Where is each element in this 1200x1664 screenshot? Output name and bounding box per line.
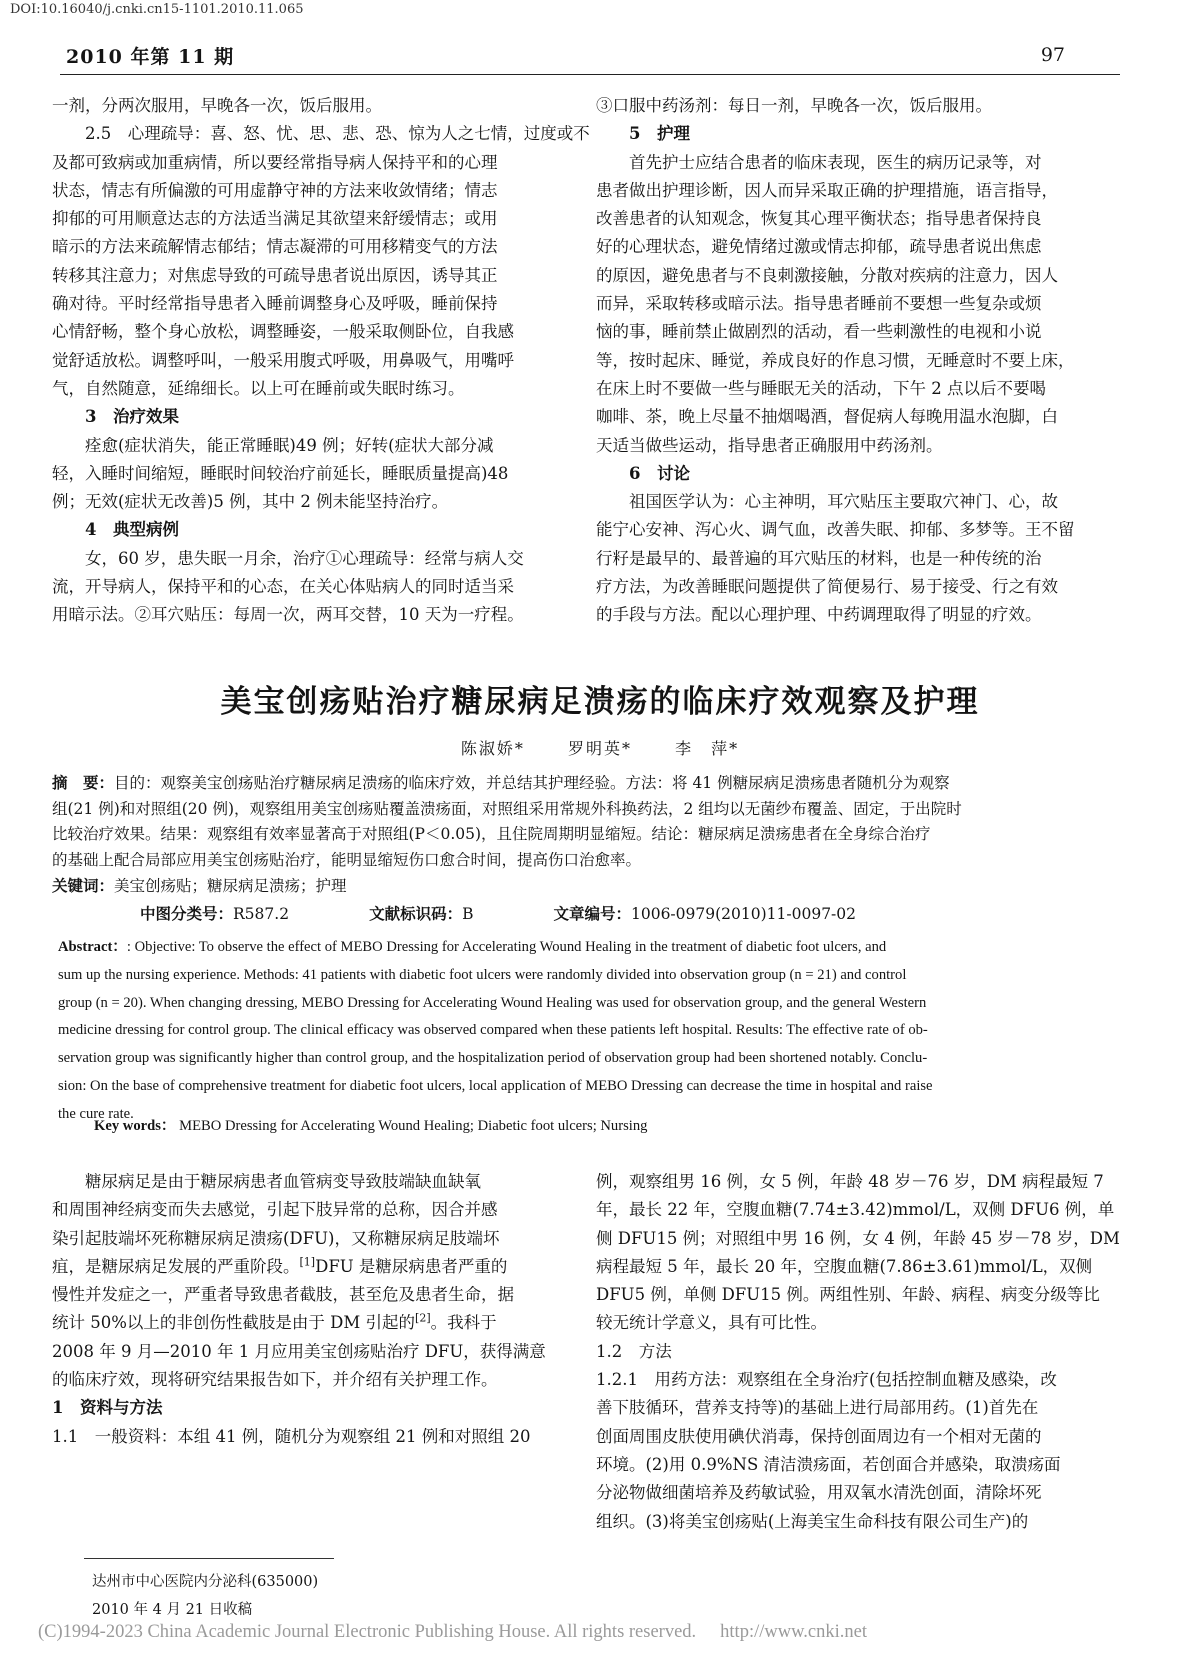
text-line: 用暗示法。②耳穴贴压：每周一次，两耳交替，10 天为一疗程。	[52, 605, 524, 625]
doi-line: DOI:10.16040/j.cnki.cn15-1101.2010.11.065	[10, 2, 304, 17]
text-line: 确对待。平时经常指导患者入睡前调整身心及呼吸，睡前保持	[52, 294, 498, 314]
text-line: 天适当做些运动，指导患者正确服用中药汤剂。	[596, 435, 943, 455]
journal-issue: 2010 年第 11 期	[66, 46, 235, 68]
text-line: 恼的事，睡前禁止做剧烈的活动，看一些刺激性的电视和小说	[596, 322, 1042, 342]
keywords-en-label: Key words：	[94, 1118, 176, 1134]
header-rule	[60, 74, 1120, 75]
text-line: 的原因，避免患者与不良刺激接触，分散对疾病的注意力，因人	[596, 265, 1058, 285]
abstract-en-line: servation group was significantly higher than control group, and the hospitalization period of observation group had been shortened notably. Conclu-	[58, 1050, 928, 1067]
abstract-en-label: Abstract：	[58, 939, 127, 955]
classification-line	[140, 902, 856, 924]
abstract-label: 摘 要：	[52, 773, 115, 792]
abstract-en-line: the cure rate.	[58, 1105, 134, 1122]
copyright-footer	[38, 1622, 867, 1643]
footnote-received: 2010 年 4 月 21 日收稿	[92, 1602, 253, 1618]
text-line: 1 资料与方法	[52, 1398, 163, 1418]
text-line: 一剂，分两次服用，早晚各一次，饭后服用。	[52, 96, 382, 115]
cnki-url: http://www.cnki.net	[720, 1622, 867, 1642]
prev-article-left-column	[52, 92, 590, 630]
abstract-en	[58, 934, 1118, 1129]
abstract-cn-line: 比较治疗效果。结果：观察组有效率显著高于对照组(P＜0.05)，且住院周期明显缩短。结论：糖尿病足溃疡患者在全身综合治疗	[52, 825, 931, 843]
author-3: 李 萍*	[675, 739, 740, 758]
clc-label: 中图分类号：	[140, 904, 234, 923]
abstract-en-text: : Objective: To observe the effect of MEBO Dressing for Accelerating Wound Healing in the treatment of diabetic foot ulcers, and	[126, 939, 887, 955]
text-line: 善下肢循环，营养支持等)的基础上进行局部用药。(1)首先在	[596, 1398, 1039, 1418]
abstract-en-line: group (n = 20). When changing dressing, MEBO Dressing for Accelerating Wound Healing was used for observation group, and the general Western	[58, 994, 927, 1011]
text-line: 状态，情志有所偏激的可用虚静守神的方法来收敛情绪；情志	[52, 180, 498, 200]
page-number: 97	[1040, 44, 1065, 66]
text-line: 抑郁的可用顺意达志的方法适当满足其欲望来舒缓情志；或用	[52, 209, 498, 229]
citation-ref: [1]	[299, 1255, 316, 1269]
body-left-column	[52, 1168, 572, 1451]
keywords-label: 关键词：	[52, 876, 115, 895]
abstract-en-line: sum up the nursing experience. Methods: 41 patients with diabetic foot ulcers were randomly divided into observation group (n = 21) and control	[58, 966, 907, 983]
text-line: 祖国医学认为：心主神明，耳穴贴压主要取穴神门、心，故	[629, 492, 1058, 512]
text-line: 创面周围皮肤使用碘伏消毒，保持创面周边有一个相对无菌的	[596, 1426, 1042, 1446]
text-line: 疗方法，为改善睡眠问题提供了简便易行、易于接受、行之有效	[596, 577, 1058, 597]
text-line: 女，60 岁，患失眠一月余，治疗①心理疏导：经常与病人交	[85, 548, 524, 568]
doc-code-label: 文献标识码：	[369, 904, 463, 923]
text-line: 的手段与方法。配以心理护理、中药调理取得了明显的疗效。	[596, 605, 1042, 625]
text-line: 环境。(2)用 0.9%NS 清洁溃疡面，若创面合并感染，取溃疡面	[596, 1454, 1061, 1474]
text-line: 4 典型病例	[85, 520, 179, 540]
text-line: 好的心理状态，避免情绪过激或情志抑郁，疏导患者说出焦虑	[596, 237, 1042, 257]
text-line: DFU5 例，单侧 DFU15 例。两组性别、年龄、病程、病变分级等比	[596, 1285, 1100, 1305]
text-line: 轻，入睡时间缩短，睡眠时间较治疗前延长，睡眠质量提高)48	[52, 463, 509, 483]
text-line: 1.2.1 用药方法：观察组在全身治疗(包括控制血糖及感染，改	[596, 1370, 1057, 1390]
text-line: 3 治疗效果	[85, 407, 179, 427]
abstract-cn-line: 组(21 例)和对照组(20 例)，观察组用美宝创疡贴覆盖溃疡面，对照组采用常规外科换药法，2 组均以无菌纱布覆盖、固定，于出院时	[52, 799, 962, 818]
text-line: 2008 年 9 月—2010 年 1 月应用美宝创疡贴治疗 DFU，获得满意	[52, 1341, 546, 1361]
clc-value: R587.2	[233, 905, 290, 923]
text-line: 暗示的方法来疏解情志郁结；情志凝滞的可用移精变气的方法	[52, 237, 498, 257]
keywords-text: 美宝创疡贴；糖尿病足溃疡；护理	[114, 877, 347, 895]
text-line: 和周围神经病变而失去感觉，引起下肢异常的总称，因合并感	[52, 1200, 498, 1220]
keywords-en-text: MEBO Dressing for Accelerating Wound Healing; Diabetic foot ulcers; Nursing	[175, 1118, 648, 1134]
text-line: 组织。(3)将美宝创疡贴(上海美宝生命科技有限公司生产)的	[596, 1511, 1029, 1531]
text-line: 及都可致病或加重病情，所以要经常指导病人保持平和的心理	[52, 152, 498, 172]
body-right-column	[596, 1168, 1120, 1536]
text-line: 慢性并发症之一，严重者导致患者截肢，甚至危及患者生命，据	[52, 1285, 514, 1305]
text-line: 的临床疗效，现将研究结果报告如下，并介绍有关护理工作。	[52, 1370, 498, 1390]
text-line: 咖啡、茶，晚上尽量不抽烟喝酒，督促病人每晚用温水泡脚，白	[596, 407, 1058, 427]
text-line: 1.1 一般资料：本组 41 例，随机分为观察组 21 例和对照组 20	[52, 1426, 531, 1446]
text-line: 气，自然随意，延绵细长。以上可在睡前或失眠时练习。	[52, 378, 465, 398]
text-line: 首先护士应结合患者的临床表现，医生的病历记录等，对	[629, 152, 1042, 172]
abstract-cn-line	[52, 770, 1117, 797]
text-line: 而异，采取转移或暗示法。指导患者睡前不要想一些复杂或烦	[596, 294, 1042, 314]
text-line: 心情舒畅，整个身心放松，调整睡姿，一般采取侧卧位，自我感	[52, 322, 514, 342]
article-no-value: 1006-0979(2010)11-0097-02	[630, 905, 857, 923]
text-line: 流，开导病人，保持平和的心态，在关心体贴病人的同时适当采	[52, 577, 514, 597]
text-line: 例；无效(症状无改善)5 例，其中 2 例未能坚持治疗。	[52, 492, 449, 512]
author-1: 陈淑娇*	[460, 739, 525, 758]
text-line: 统计 50%以上的非创伤性截肢是由于 DM 引起的[2]。我科于	[52, 1311, 497, 1333]
text-line: 能宁心安神、泻心火、调气血，改善失眠、抑郁、多梦等。王不留	[596, 520, 1075, 540]
text-line: 转移其注意力；对焦虑导致的可疏导患者说出原因，诱导其正	[52, 265, 498, 285]
text-line: ③口服中药汤剂：每日一剂，早晚各一次，饭后服用。	[596, 96, 992, 115]
citation-ref: [2]	[415, 1311, 431, 1325]
text-line: 5 护理	[629, 124, 690, 144]
footnote-rule	[84, 1558, 334, 1559]
text-line: 例，观察组男 16 例，女 5 例，年龄 48 岁－76 岁，DM 病程最短 7	[596, 1172, 1104, 1191]
prev-article-right-column	[596, 92, 1116, 630]
text-line: 2.5 心理疏导：喜、怒、忧、思、悲、恐、惊为人之七情，过度或不	[85, 124, 590, 144]
text-line: 糖尿病足是由于糖尿病患者血管病变导致肢端缺血缺氧	[85, 1172, 481, 1191]
author-2: 罗明英*	[567, 739, 632, 758]
text-line: 侧 DFU15 例；对照组中男 16 例，女 4 例，年龄 45 岁－78 岁，DM	[596, 1228, 1120, 1248]
text-line: 分泌物做细菌培养及药敏试验，用双氧水清洗创面，清除坏死	[596, 1483, 1042, 1503]
text-line: 染引起肢端坏死称糖尿病足溃疡(DFU)，又称糖尿病足肢端坏	[52, 1228, 500, 1248]
abstract-en-line	[58, 934, 1118, 962]
text-line: 6 讨论	[629, 463, 690, 483]
abstract-en-line: medicine dressing for control group. The clinical efficacy was observed compared when these patients left hospital. Results: The effective rate of ob-	[58, 1022, 928, 1039]
keywords-en	[94, 1114, 647, 1135]
text-line: 等，按时起床、睡觉，养成良好的作息习惯，无睡意时不要上床，	[596, 350, 1075, 370]
text-line: 病程最短 5 年，最长 20 年，空腹血糖(7.86±3.61)mmol/L，双侧	[596, 1256, 1093, 1276]
text-line: 1.2 方法	[596, 1341, 672, 1361]
text-line: 觉舒适放松。调整呼叫，一般采用腹式呼吸，用鼻吸气，用嘴呼	[52, 350, 514, 370]
footnote-affiliation: 达州市中心医院内分泌科(635000)	[92, 1574, 319, 1590]
abstract-cn-text: 目的：观察美宝创疡贴治疗糖尿病足溃疡的临床疗效，并总结其护理经验。方法：将 41 例糖尿病足溃疡患者随机分为观察	[114, 774, 950, 792]
text-line: 改善患者的认知观念，恢复其心理平衡状态；指导患者保持良	[596, 209, 1042, 229]
authors	[0, 736, 1200, 759]
footnote	[92, 1568, 318, 1624]
copyright-text: (C)1994-2023 China Academic Journal Electronic Publishing House. All rights reserved.	[38, 1622, 697, 1642]
text-line: 较无统计学意义，具有可比性。	[596, 1313, 827, 1333]
abstract-cn-line: 的基础上配合局部应用美宝创疡贴治疗，能明显缩短伤口愈合时间，提高伤口治愈率。	[52, 850, 642, 869]
article-no-label: 文章编号：	[553, 904, 631, 923]
text-line: 在床上时不要做一些与睡眠无关的活动，下午 2 点以后不要喝	[596, 378, 1046, 398]
abstract-cn	[52, 770, 1117, 900]
text-line: 疽，是糖尿病足发展的严重阶段。[1]DFU 是糖尿病患者严重的	[52, 1255, 508, 1276]
doc-code-value: B	[462, 905, 474, 923]
keywords-cn	[52, 873, 1117, 900]
article-title: 美宝创疡贴治疗糖尿病足溃疡的临床疗效观察及护理	[220, 684, 980, 720]
abstract-en-line: sion: On the base of comprehensive treatment for diabetic foot ulcers, local application of MEBO Dressing can decrease the time in hospital and raise	[58, 1077, 933, 1094]
text-line: 痊愈(症状消失，能正常睡眠)49 例；好转(症状大部分减	[85, 435, 494, 455]
text-line: 年，最长 22 年，空腹血糖(7.74±3.42)mmol/L，双侧 DFU6 例，单	[596, 1200, 1115, 1220]
text-line: 行籽是最早的、最普遍的耳穴贴压的材料，也是一种传统的治	[596, 548, 1042, 568]
text-line: 患者做出护理诊断，因人而异采取正确的护理措施，语言指导，	[596, 180, 1058, 200]
